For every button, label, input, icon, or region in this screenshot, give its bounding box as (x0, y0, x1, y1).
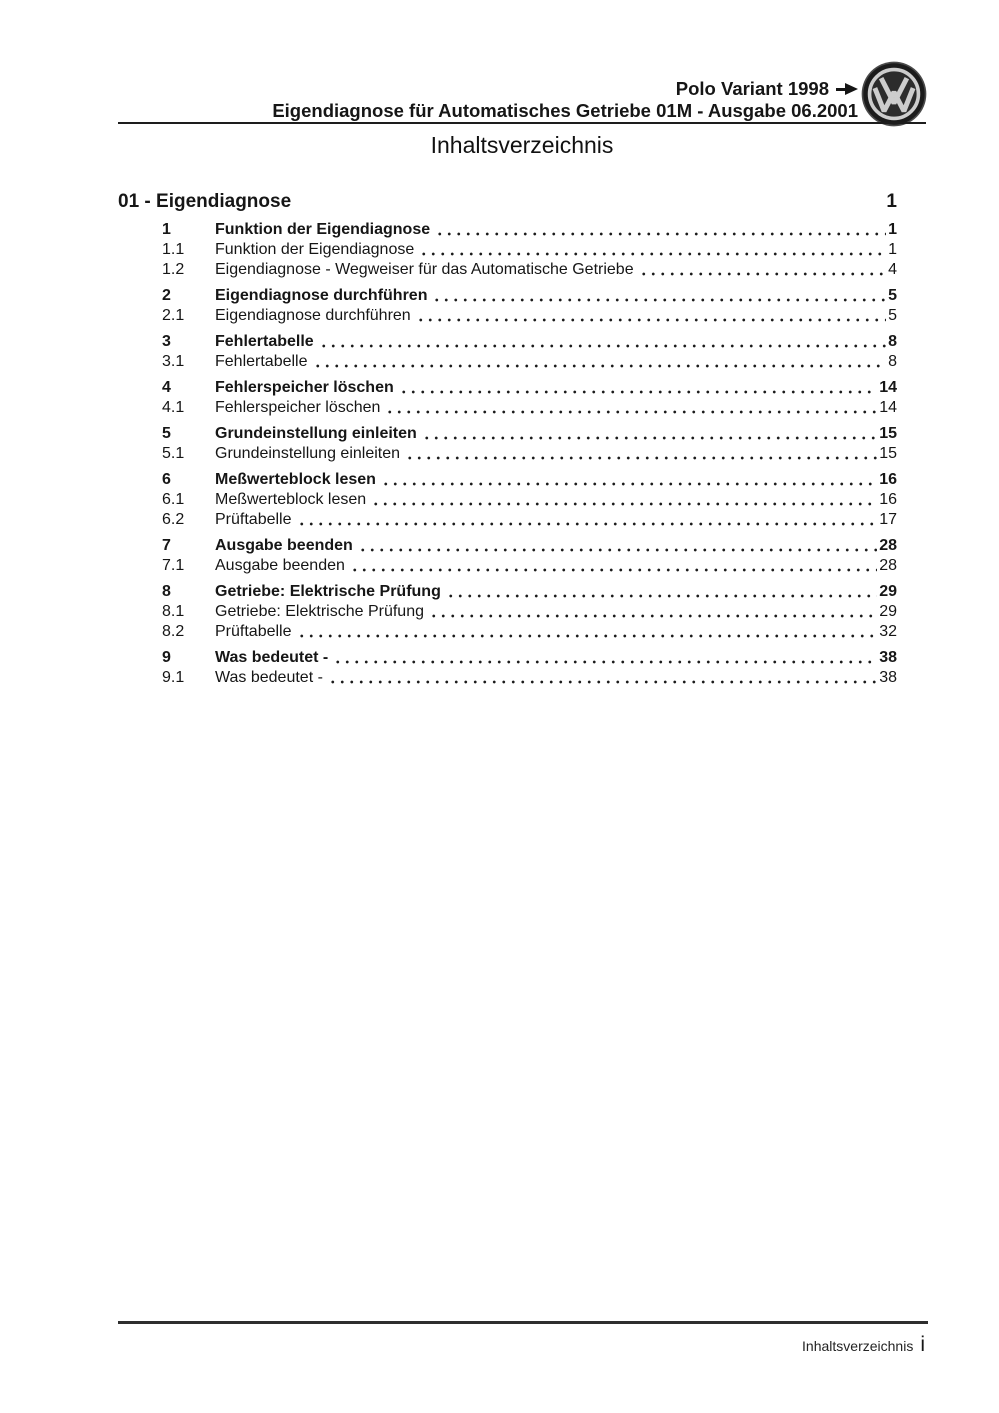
footer-page-number: i (920, 1333, 925, 1356)
dot-leader (371, 490, 877, 510)
toc-entry-6 (118, 470, 897, 490)
header-model-text: Polo Variant 1998 (675, 78, 829, 99)
toc-group (118, 378, 897, 418)
toc-entry-label: Getriebe: Elektrische Prüfung (215, 583, 441, 600)
toc-entry-number: 1.2 (162, 261, 185, 278)
toc-entry-page: 15 (879, 425, 897, 442)
footer-rule (118, 1321, 928, 1324)
toc-chapter-label: 01 - Eigendiagnose (118, 191, 292, 212)
toc-entry-page: 5 (888, 287, 897, 304)
toc-entry-number: 2 (162, 287, 171, 304)
dot-leader (446, 582, 877, 602)
toc-entry-1.2 (118, 260, 897, 280)
toc-entry-page: 29 (879, 603, 897, 620)
toc-entry-label: Funktion der Eigendiagnose (215, 221, 431, 238)
toc-entry-page: 38 (879, 649, 897, 666)
dot-leader (399, 378, 877, 398)
toc-entry-5 (118, 424, 897, 444)
dot-leader (319, 332, 886, 352)
toc-entry-label: Eigendiagnose durchführen (215, 287, 428, 304)
toc-entry-8 (118, 582, 897, 602)
toc-entry-label: Ausgabe beenden (215, 557, 345, 574)
toc-entry-2.1 (118, 306, 897, 326)
toc-entry-page: 32 (879, 623, 897, 640)
dot-leader (381, 470, 877, 490)
dot-leader (313, 352, 887, 372)
toc-entry-page: 17 (879, 511, 897, 528)
toc-entry-label: Prüftabelle (215, 623, 292, 640)
toc-group (118, 220, 897, 280)
toc-entry-label: Was bedeutet - (215, 669, 323, 686)
toc-entry-number: 8.1 (162, 603, 185, 620)
toc-entry-number: 8.2 (162, 623, 185, 640)
dot-leader (432, 286, 886, 306)
toc-entry-6.1 (118, 490, 897, 510)
toc-entry-number: 9.1 (162, 669, 185, 686)
toc-group (118, 582, 897, 642)
toc-entry-label: Ausgabe beenden (215, 537, 353, 554)
dot-leader (639, 260, 886, 280)
toc-entry-label: Fehlertabelle (215, 353, 308, 370)
dot-leader (419, 240, 886, 260)
toc-entry-page: 5 (888, 307, 897, 324)
dot-leader (328, 668, 877, 688)
toc-entry-number: 9 (162, 649, 171, 666)
toc-entry-page: 38 (879, 669, 897, 686)
toc-entry-label: Fehlertabelle (215, 333, 314, 350)
dot-leader (422, 424, 877, 444)
toc-entry-7.1 (118, 556, 897, 576)
toc-entry-number: 4 (162, 379, 171, 396)
dot-leader (333, 648, 877, 668)
toc-entry-number: 5 (162, 425, 171, 442)
toc-group (118, 332, 897, 372)
toc-entry-number: 7.1 (162, 557, 185, 574)
toc-group (118, 536, 897, 576)
toc-entry-number: 6.1 (162, 491, 185, 508)
toc-entry-page: 28 (879, 557, 897, 574)
toc-entry-page: 1 (888, 241, 897, 258)
right-arrowhead-icon (836, 83, 858, 96)
dot-leader (297, 622, 878, 642)
toc-group (118, 424, 897, 464)
toc-entry-page: 8 (888, 353, 897, 370)
page-footer (802, 1333, 925, 1357)
dot-leader (358, 536, 877, 556)
toc-entry-label: Grundeinstellung einleiten (215, 445, 401, 462)
toc-entry-page: 14 (879, 399, 897, 416)
toc-entry-7 (118, 536, 897, 556)
toc-entry-2 (118, 286, 897, 306)
dot-leader (405, 444, 877, 464)
header-model-line (272, 78, 858, 100)
toc-entry-number: 8 (162, 583, 171, 600)
toc-entry-page: 16 (879, 491, 897, 508)
toc-entry-number: 6.2 (162, 511, 185, 528)
toc-entry-number: 1 (162, 221, 171, 238)
toc-entry-9.1 (118, 668, 897, 688)
toc-entry-page: 4 (888, 261, 897, 278)
header-rule (118, 122, 926, 124)
toc-entry-number: 7 (162, 537, 171, 554)
toc-entry-label: Eigendiagnose durchführen (215, 307, 411, 324)
toc-entry-4 (118, 378, 897, 398)
vw-logo-icon (861, 61, 927, 127)
toc-entry-number: 2.1 (162, 307, 185, 324)
dot-leader (435, 220, 886, 240)
toc-chapter-page: 1 (886, 191, 897, 212)
toc-entry-label: Prüftabelle (215, 511, 292, 528)
toc-entry-label: Funktion der Eigendiagnose (215, 241, 415, 258)
toc-entry-1.1 (118, 240, 897, 260)
toc-entry-page: 8 (888, 333, 897, 350)
toc-entry-number: 6 (162, 471, 171, 488)
toc-entry-page: 1 (888, 221, 897, 238)
dot-leader (429, 602, 877, 622)
toc-entry-number: 4.1 (162, 399, 185, 416)
toc-entry-page: 16 (879, 471, 897, 488)
toc-entry-1 (118, 220, 897, 240)
toc-entry-label: Grundeinstellung einleiten (215, 425, 417, 442)
toc-group (118, 470, 897, 530)
toc-entry-label: Fehlerspeicher löschen (215, 379, 394, 396)
toc-entry-page: 15 (879, 445, 897, 462)
toc-entry-3 (118, 332, 897, 352)
toc-groups (118, 220, 897, 688)
toc-entry-4.1 (118, 398, 897, 418)
toc-entry-label: Meßwerteblock lesen (215, 491, 367, 508)
toc-entry-page: 29 (879, 583, 897, 600)
toc-group (118, 648, 897, 688)
toc-entry-8.2 (118, 622, 897, 642)
header-doc-title: Eigendiagnose für Automatisches Getriebe 01M - Ausgabe 06.2001 (272, 100, 858, 121)
toc-entry-number: 5.1 (162, 445, 185, 462)
toc-entry-number: 1.1 (162, 241, 185, 258)
toc-entry-number: 3.1 (162, 353, 185, 370)
toc-entry-number: 3 (162, 333, 171, 350)
toc-entry-label: Was bedeutet - (215, 649, 329, 666)
toc-entry-6.2 (118, 510, 897, 530)
toc-entry-8.1 (118, 602, 897, 622)
toc-entry-label: Eigendiagnose - Wegweiser für das Automatische Getriebe (215, 261, 634, 278)
toc-entry-label: Fehlerspeicher löschen (215, 399, 381, 416)
footer-section-label: Inhaltsverzeichnis (802, 1338, 914, 1354)
toc-entry-3.1 (118, 352, 897, 372)
toc-group (118, 286, 897, 326)
dot-leader (385, 398, 877, 418)
dot-leader (416, 306, 886, 326)
toc-entry-5.1 (118, 444, 897, 464)
dot-leader (350, 556, 877, 576)
toc-entry-9 (118, 648, 897, 668)
dot-leader (297, 510, 878, 530)
toc-chapter-row (118, 191, 897, 212)
table-of-contents (118, 191, 897, 694)
toc-entry-label: Meßwerteblock lesen (215, 471, 376, 488)
page-header (272, 78, 858, 122)
toc-entry-page: 28 (879, 537, 897, 554)
page-title: Inhaltsverzeichnis (430, 132, 614, 158)
toc-entry-label: Getriebe: Elektrische Prüfung (215, 603, 424, 620)
toc-entry-page: 14 (879, 379, 897, 396)
